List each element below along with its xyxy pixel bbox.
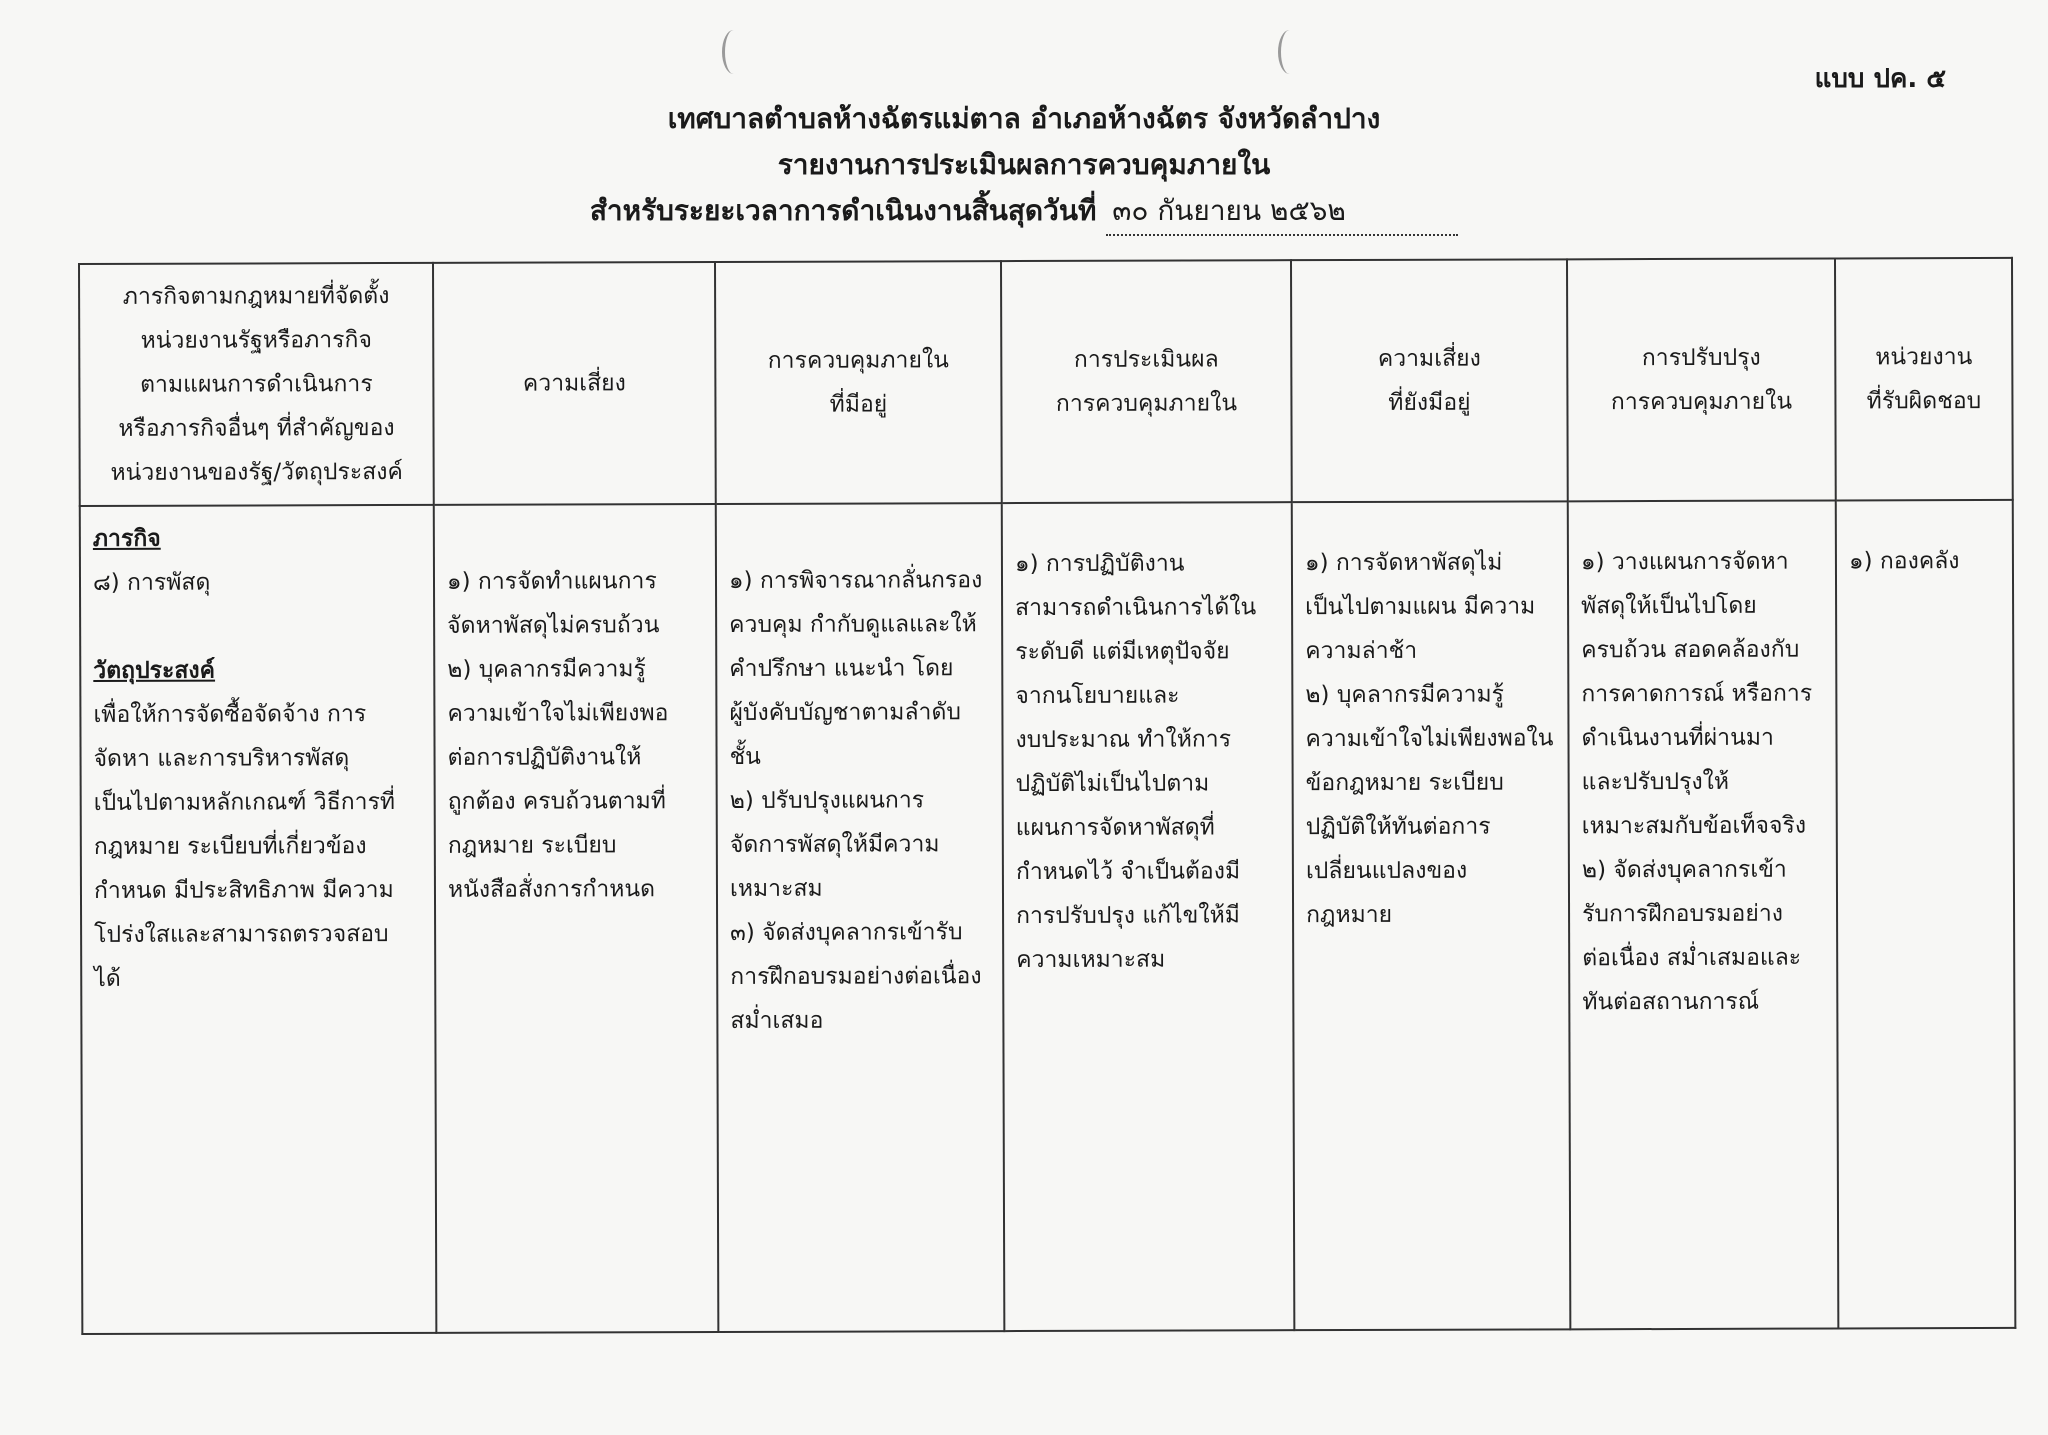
text-line: ความเข้าใจไม่เพียงพอใน — [1305, 725, 1554, 753]
text-line: ควบคุม กำกับดูแลและให้ — [729, 611, 977, 638]
text-line: เหมาะสมกับข้อเท็จจริง — [1581, 812, 1807, 840]
col-header-remaining-risk — [1291, 259, 1568, 502]
text-line: การปรับปรุง แก้ไขให้มี — [1016, 902, 1240, 930]
evaluation-table-wrapper — [78, 257, 2014, 1335]
text-line: ๒) จัดส่งบุคลากรเข้า — [1581, 856, 1787, 884]
text-line: สม่ำเสมอ — [730, 1007, 824, 1034]
text-line: ชั้น — [729, 743, 761, 770]
text-line: ๑) การจัดหาพัสดุไม่ — [1304, 549, 1503, 577]
text-line: ความเข้าใจไม่เพียงพอ — [447, 700, 669, 727]
risk-text — [447, 559, 704, 912]
objective-heading: วัตถุประสงค์ — [93, 657, 216, 684]
text-line: ระดับดี แต่มีเหตุปัจจัย — [1015, 638, 1230, 666]
col-header-improvement — [1567, 258, 1836, 501]
text-line: ผู้บังคับบัญชาตามลำดับ — [729, 699, 962, 726]
header-period-date: ๓๐ กันยายน ๒๕๖๒ — [1106, 188, 1458, 236]
text-line: ได้ — [94, 965, 121, 992]
text-line: ที่มีอยู่ — [829, 391, 888, 418]
text-line: จัดหา และการบริหารพัสดุ — [93, 745, 350, 772]
punch-hole-right — [1278, 30, 1301, 74]
text-line: จากนโยบายและ — [1015, 682, 1180, 710]
form-code: แบบ ปค. ๕ — [1814, 64, 1946, 94]
col-header-evaluation — [1001, 260, 1292, 503]
cell-mission — [80, 505, 437, 1334]
evaluation-table — [78, 257, 2016, 1335]
punch-hole-left — [722, 30, 745, 74]
text-line: การประเมินผล — [1073, 346, 1219, 373]
col-header-existing-controls — [715, 261, 1002, 504]
text-line: ๒) บุคลากรมีความรู้ — [1305, 681, 1505, 709]
text-line: โปร่งใสและสามารถตรวจสอบ — [94, 921, 389, 948]
improvement-text — [1581, 540, 1825, 1025]
text-line: ภารกิจตามกฎหมายที่จัดตั้ง — [122, 283, 390, 310]
text-line: ที่รับผิดชอบ — [1866, 388, 1982, 415]
text-line: กำหนดไว้ จำเป็นต้องมี — [1015, 858, 1241, 886]
text-line: ต่อเนื่อง สม่ำเสมอและ — [1582, 944, 1802, 972]
text-line: ที่ยังมีอยู่ — [1388, 389, 1471, 416]
text-line: ๑) การพิจารณากลั่นกรอง — [728, 567, 983, 594]
text-line: เปลี่ยนแปลงของ — [1305, 857, 1468, 885]
text-line: ความเหมาะสม — [1016, 946, 1166, 974]
text-line: หรือภารกิจอื่นๆ ที่สำคัญของ — [118, 415, 395, 442]
col-header-mission — [79, 263, 434, 506]
text-line: ความเสี่ยง — [522, 370, 626, 397]
remaining-risk-text — [1305, 540, 1556, 937]
text-line: พัสดุให้เป็นไปโดย — [1581, 592, 1757, 620]
text-line: ความเสี่ยง — [1377, 345, 1481, 372]
responsible-unit-text — [1849, 539, 2000, 583]
text-line: เหมาะสม — [729, 875, 823, 902]
text-line: การปรับปรุง — [1641, 344, 1761, 372]
header-report-title: รายงานการประเมินผลการควบคุมภายใน — [777, 148, 1271, 181]
text-line: และปรับปรุงให้ — [1581, 768, 1730, 796]
text-line: หน่วยงานของรัฐ/วัตถุประสงค์ — [110, 458, 403, 486]
text-line: ๒) ปรับปรุงแผนการ — [729, 787, 925, 814]
text-line: งบประมาณ ทำให้การ — [1015, 726, 1232, 754]
text-line: ปฏิบัติให้ทันต่อการ — [1305, 813, 1491, 841]
text-line: ๑) กองคลัง — [1848, 548, 1960, 575]
controls-text — [729, 558, 991, 1043]
text-line: เพื่อให้การจัดซื้อจัดจ้าง การ — [93, 701, 367, 728]
header-period-prefix: สำหรับระยะเวลาการดำเนินงานสิ้นสุดวันที่ — [589, 194, 1097, 227]
text-line: แผนการจัดหาพัสดุที่ — [1015, 814, 1215, 842]
text-line: ข้อกฎหมาย ระเบียบ — [1305, 769, 1504, 797]
text-line: การควบคุมภายใน — [767, 347, 949, 374]
cell-remaining-risk — [1292, 501, 1571, 1330]
text-line: ทันต่อสถานการณ์ — [1582, 988, 1760, 1016]
text-line: ๓) จัดส่งบุคลากรเข้ารับ — [730, 919, 963, 946]
text-line: หน่วยงานรัฐหรือภารกิจ — [140, 327, 372, 354]
text-line: ตามแผนการดำเนินการ — [140, 371, 373, 398]
text-line: การควบคุมภายใน — [1055, 390, 1238, 417]
text-line: ๑) การจัดทำแผนการ — [446, 568, 657, 595]
text-line: เป็นไปตามแผน มีความ — [1305, 593, 1536, 621]
text-line: รับการฝึกอบรมอย่าง — [1582, 900, 1784, 928]
text-line: ดำเนินงานที่ผ่านมา — [1581, 724, 1774, 752]
text-line: เป็นไปตามหลักเกณฑ์ วิธีการที่ — [93, 789, 396, 816]
text-line: ปฏิบัติไม่เป็นไปตาม — [1015, 770, 1210, 798]
cell-improvement — [1568, 500, 1839, 1329]
text-line: การคาดการณ์ หรือการ — [1581, 680, 1813, 708]
cell-responsible-unit — [1836, 500, 2016, 1329]
text-line: หนังสือสั่งการกำหนด — [447, 876, 656, 903]
table-row — [80, 500, 2016, 1334]
text-line: ๑) การปฏิบัติงาน — [1014, 550, 1185, 578]
text-line: ๑) วางแผนการจัดหา — [1580, 548, 1789, 576]
text-line: การควบคุมภายใน — [1610, 388, 1793, 416]
text-line: หน่วยงาน — [1875, 344, 1973, 371]
text-line: จัดการพัสดุให้มีความ — [729, 831, 940, 858]
header-period — [0, 188, 2048, 236]
mission-item: ๘) การพัสดุ — [92, 569, 211, 596]
table-header-row — [79, 258, 2013, 506]
text-line: ครบถ้วน สอดคล้องกับ — [1581, 636, 1800, 664]
objective-text — [93, 692, 422, 1001]
text-line: จัดหาพัสดุไม่ครบถ้วน — [447, 612, 660, 639]
text-line: ๒) บุคลากรมีความรู้ — [447, 656, 646, 683]
text-line: กฎหมาย ระเบียบ — [447, 832, 617, 859]
evaluation-text — [1015, 541, 1280, 982]
text-line: กฎหมาย ระเบียบที่เกี่ยวข้อง — [93, 833, 367, 860]
text-line: กำหนด มีประสิทธิภาพ มีความ — [93, 877, 394, 904]
text-line: ความล่าช้า — [1305, 637, 1418, 665]
col-header-risk — [433, 262, 716, 505]
cell-risk — [434, 504, 719, 1333]
text-line: คำปรึกษา แนะนำ โดย — [729, 655, 954, 682]
text-line: กฎหมาย — [1306, 901, 1393, 929]
text-line: การฝึกอบรมอย่างต่อเนื่อง — [730, 963, 982, 990]
col-header-responsible-unit — [1835, 258, 2013, 501]
cell-existing-controls — [716, 503, 1005, 1332]
mission-heading: ภารกิจ — [92, 525, 161, 552]
cell-evaluation — [1002, 502, 1295, 1331]
document-header — [0, 96, 2048, 236]
text-line: ถูกต้อง ครบถ้วนตามที่ — [447, 788, 666, 815]
header-organization: เทศบาลตำบลห้างฉัตรแม่ตาล อำเภอห้างฉัตร จังหวัดลำปาง — [667, 102, 1381, 135]
text-line: ต่อการปฏิบัติงานให้ — [447, 744, 642, 771]
text-line: สามารถดำเนินการได้ใน — [1015, 594, 1257, 622]
